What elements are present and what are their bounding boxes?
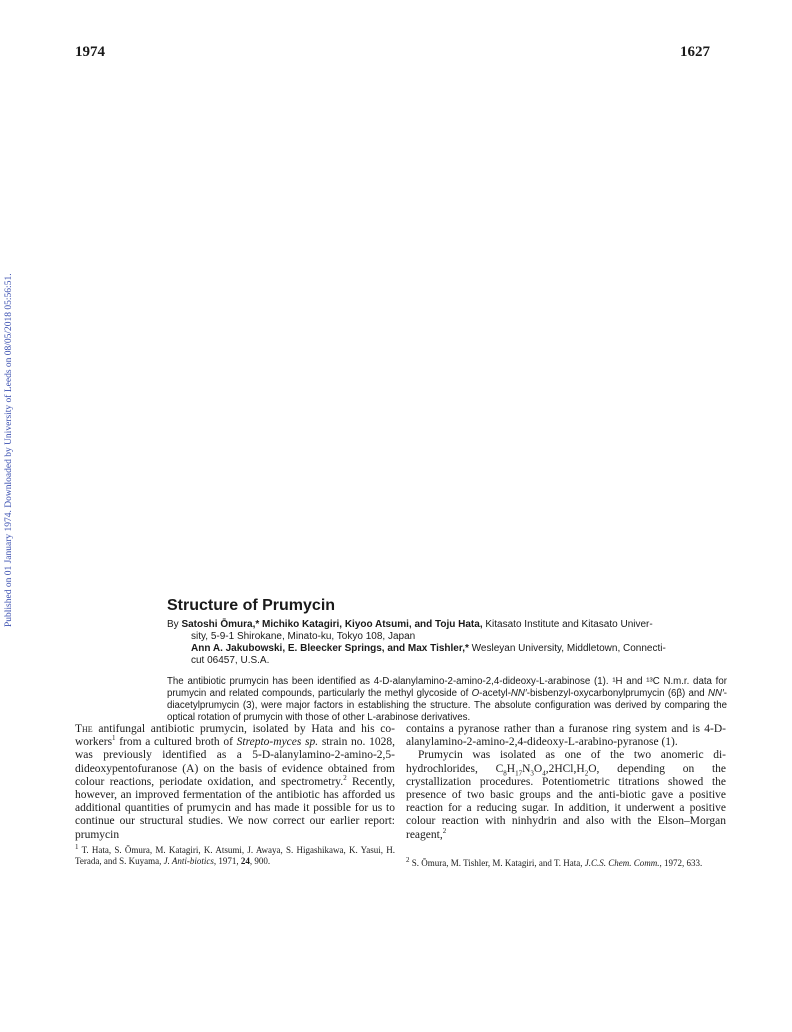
reference-marker[interactable]: 1 [112,734,116,743]
byline [167,619,727,667]
affiliation-1: Kitasato Institute and Kitasato Univer- [482,619,653,630]
abstract-italic: NN′ [707,688,724,699]
body-paragraph [75,723,395,842]
abstract-text: The antibiotic prumycin has been identified as 4-D-alanylamino-2-amino-2,4-dideoxy-L-arabinose (1). ¹H and ¹³C N.m.r. data for prumycin and related compounds, particularly the methyl glycoside of [167,676,727,699]
abstract-italic: NN′ [510,688,527,699]
footnote-number: 1 [75,842,79,851]
formula-element: O [533,762,543,775]
download-notice[interactable]: Published on 01 January 1974. Downloaded by University of Leeds on 08/05/2018 05:56:51. [4,273,14,627]
body-text: Prumycin was isolated as one of the two anomeric di-hydrochlorides, C [406,749,726,775]
affiliation-2: Wesleyan University, Middletown, Connecti- [468,643,666,654]
body-text: ,2HCl,H [545,762,585,775]
footnote-number: 2 [406,855,410,864]
formula-subscript: 2 [584,768,589,777]
body-text: Recently, however, an improved fermentation of the antibiotic has afforded us additional quantities of prumycin and has made it possible for us to continue our structural studies. We now correct our earlier report: prumycin [75,775,395,841]
reference-marker[interactable]: 2 [442,826,447,835]
left-column [75,723,395,867]
formula-element: N [522,762,531,775]
body-text: antifungal antibiotic prumycin, isolated by Hata and his co-workers [75,723,395,749]
byline-line-3 [167,643,727,655]
affiliation-2-continued: cut 06457, U.S.A. [191,655,270,666]
abstract-text: -diacetylprumycin (3), were major factors in establishing the structure. The absolute configuration was derived by comparing the optical rotation of prumycin with those of other L-arabinose derivatives. [167,688,727,723]
page-year: 1974 [75,44,105,60]
formula-subscript: 4 [542,768,546,777]
abstract-italic: O [471,688,480,699]
lead-word: The [75,723,93,735]
article-title: Structure of Prumycin [167,597,336,614]
footnote-text: , 1972, 633. [659,857,703,868]
formula-subscript: 3 [530,768,534,777]
reference-marker[interactable]: 2 [343,773,347,782]
body-paragraph: contains a pyranose rather than a furanose ring system and is 4-D-alanylamino-2-amino-2,4-dideoxy-L-arabino-pyranose (1). [406,723,726,749]
formula-element: H [506,762,516,775]
footnote [406,855,726,869]
formula-subscript: 17 [515,768,523,777]
affiliation-1-continued: sity, 5-9-1 Shirokane, Minato-ku, Tokyo 108, Japan [191,631,416,642]
authors-group-1: Satoshi Ōmura,* Michiko Katagiri, Kiyoo Atsumi, and Toju Hata, [181,619,483,630]
formula-subscript: 8 [503,768,507,777]
footnote-journal: J. Anti-biotics [163,855,214,866]
right-column [406,723,726,869]
abstract [167,676,727,724]
authors-group-2: Ann A. Jakubowski, E. Bleecker Springs, and Max Tishler,* [191,643,469,654]
page-number: 1627 [680,44,710,60]
footnote-text: T. Hata, S. Ōmura, M. Katagiri, K. Atsumi, J. Awaya, S. Higashikawa, K. Yasui, H. Terada, and S. Kuyama, [75,844,395,866]
abstract-text: -acetyl- [479,688,511,699]
footnote-journal: J.C.S. Chem. Comm. [584,857,660,868]
footnote [75,842,395,867]
footnote-text: , 1971, [213,855,241,866]
body-text: O, depending on the crystallization procedures. Potentiometric titrations showed the presence of two basic groups and the anti-biotic gave a positive reaction for a reducing sugar. In addition, it underwent a positive colour reaction with ninhydrin and also with the Elson–Morgan reagent, [406,762,726,841]
byline-line-1 [167,619,727,631]
body-paragraph [406,749,726,841]
footnote-volume: 24 [240,855,250,866]
byline-by: By [167,619,179,630]
abstract-text: -bisbenzyl-oxycarbonylprumycin (6β) and [526,688,708,699]
body-text: from a cultured broth of [115,736,237,749]
footnote-text: , 900. [249,855,271,866]
organism-name: Strepto-myces sp. [236,736,319,749]
footnote-text: S. Ōmura, M. Tishler, M. Katagiri, and T. Hata, [409,857,585,868]
body-text: strain no. 1028, was previously identified as a 5-D-alanylamino-2-amino-2,5-dideoxypentofuranose (A) on the basis of evidence obtained from colour reactions, periodate oxidation, and spectrometry. [75,736,395,788]
